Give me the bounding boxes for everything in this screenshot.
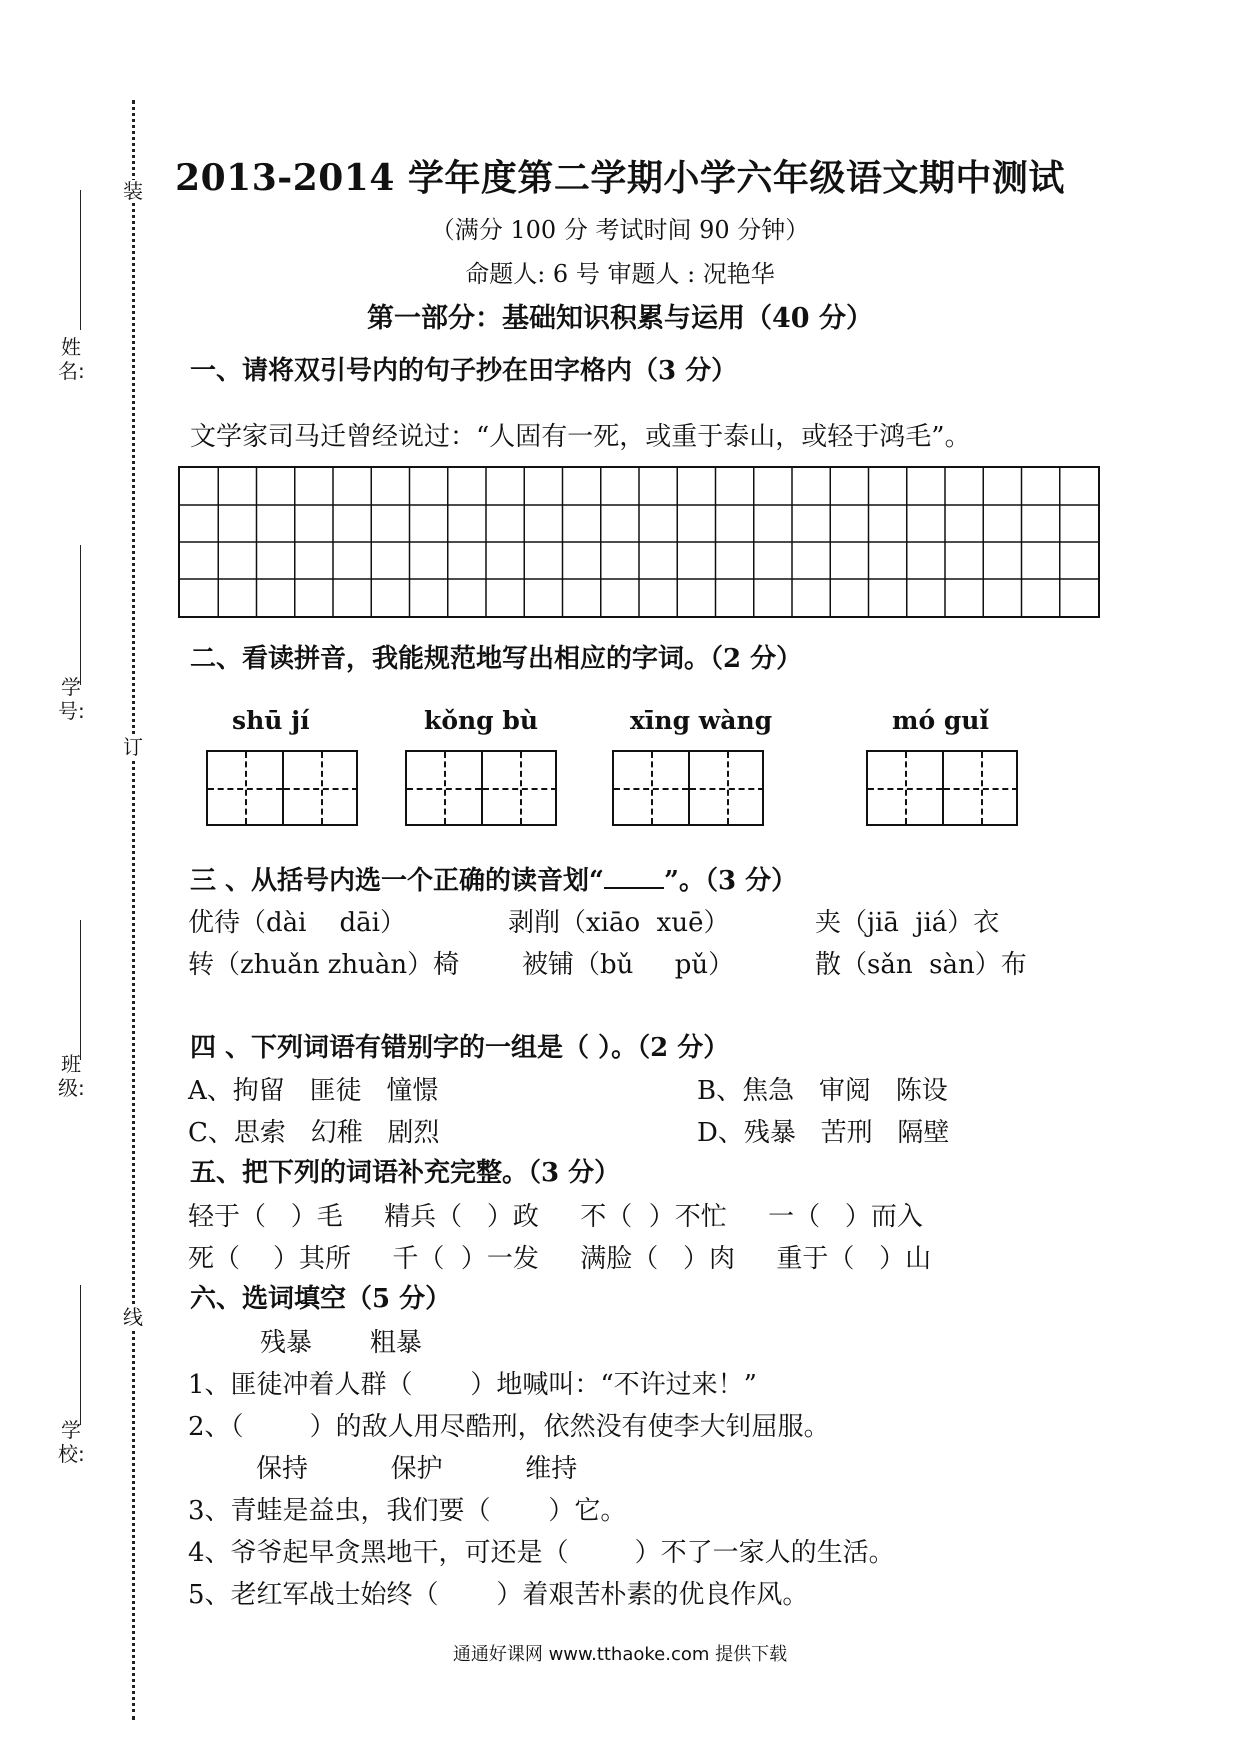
q4-heading: 四 、下列词语有错别字的一组是（ ）。（2 分）	[190, 1033, 730, 1063]
margin-char-zhuang: 装	[123, 179, 143, 203]
tianzige-grid-lines	[180, 468, 1098, 616]
q4-option-b: B、焦急 审阅 陈设	[697, 1076, 948, 1106]
q3-r1-c3: 夹（jiā jiá）衣	[815, 908, 1000, 938]
q5-heading: 五、把下列的词语补充完整。（3 分）	[190, 1158, 621, 1188]
page-title: 2013-2014 学年度第二学期小学六年级语文期中测试	[175, 157, 1065, 199]
q6-word-choices-1: 残暴 粗暴	[260, 1328, 422, 1358]
q6-sentence-3: 3、青蛙是益虫，我们要（ ）它。	[188, 1496, 627, 1526]
q5-row-2: 死（ ）其所 千（ ）一发 满脸（ ）肉 重于（ ）山	[188, 1244, 932, 1274]
q4-option-d: D、残暴 苦刑 隔壁	[697, 1118, 950, 1148]
pinyin-4: mó guǐ	[892, 706, 989, 735]
q6-heading: 六、选词填空（5 分）	[190, 1284, 452, 1314]
q3-r2-c2: 被铺（bǔ pǔ）	[522, 950, 735, 980]
q3-heading-a: 三 、从括号内选一个正确的读音划“	[190, 866, 605, 896]
student-no-write-line	[80, 545, 81, 685]
name-label: 姓名:	[58, 335, 85, 383]
q2-heading: 二、看读拼音，我能规范地写出相应的字词。（2 分）	[190, 644, 803, 674]
margin-char-ding: 订	[123, 735, 143, 759]
exam-authors: 命题人: 6 号 审题人 : 况艳华	[465, 260, 775, 288]
q4-option-a: A、拘留 匪徒 憧憬	[188, 1076, 439, 1106]
class-label: 班级:	[58, 1052, 85, 1100]
answer-box-4[interactable]	[866, 750, 1018, 826]
q3-r1-c2: 剥削（xiāo xuē）	[508, 908, 730, 938]
q1-quote: 文学家司马迁曾经说过：“人固有一死，或重于泰山，或轻于鸿毛”。	[190, 422, 971, 452]
q3-r2-c3: 散（sǎn sàn）布	[815, 950, 1027, 980]
part1-heading: 第一部分：基础知识积累与运用（40 分）	[367, 303, 873, 334]
answer-box-2[interactable]	[405, 750, 557, 826]
q4-option-c: C、思索 幻稚 剧烈	[188, 1118, 440, 1148]
q6-sentence-2: 2、（ ）的敌人用尽酷刑，依然没有使李大钊屈服。	[188, 1412, 830, 1442]
footer-source: 通通好课网 www.tthaoke.com 提供下载	[452, 1644, 788, 1665]
binding-dotted-line	[132, 100, 135, 1720]
q1-heading: 一、请将双引号内的句子抄在田字格内（3 分）	[190, 356, 738, 386]
pinyin-2: kǒng bù	[424, 706, 539, 735]
school-label: 学校:	[58, 1418, 85, 1466]
tianzige-grid[interactable]	[178, 466, 1100, 618]
pinyin-1: shū jí	[232, 706, 310, 735]
q3-heading	[190, 860, 797, 897]
pinyin-3: xīng wàng	[630, 706, 773, 735]
student-no-label: 学号:	[58, 675, 85, 723]
answer-box-3[interactable]	[612, 750, 764, 826]
q6-sentence-1: 1、匪徒冲着人群（ ）地喊叫：“不许过来！”	[188, 1370, 757, 1400]
q6-sentence-4: 4、爷爷起早贪黑地干，可还是（ ）不了一家人的生活。	[188, 1538, 895, 1568]
q3-heading-b: ”。（3 分）	[664, 866, 798, 896]
answer-box-1[interactable]	[206, 750, 358, 826]
underline-mark	[604, 865, 664, 889]
q5-row-1: 轻于（ ）毛 精兵（ ）政 不（ ）不忙 一（ ）而入	[188, 1202, 923, 1232]
q3-r1-c1: 优待（dài dāi）	[188, 908, 406, 938]
q6-word-choices-2: 保持 保护 维持	[256, 1454, 578, 1484]
q3-r2-c1: 转（zhuǎn zhuàn）椅	[188, 950, 460, 980]
class-write-line	[80, 920, 81, 1060]
margin-char-xian: 线	[123, 1305, 143, 1329]
school-write-line	[80, 1285, 81, 1425]
q6-sentence-5: 5、老红军战士始终（ ）着艰苦朴素的优良作风。	[188, 1580, 809, 1610]
exam-info: （满分 100 分 考试时间 90 分钟）	[430, 216, 810, 244]
